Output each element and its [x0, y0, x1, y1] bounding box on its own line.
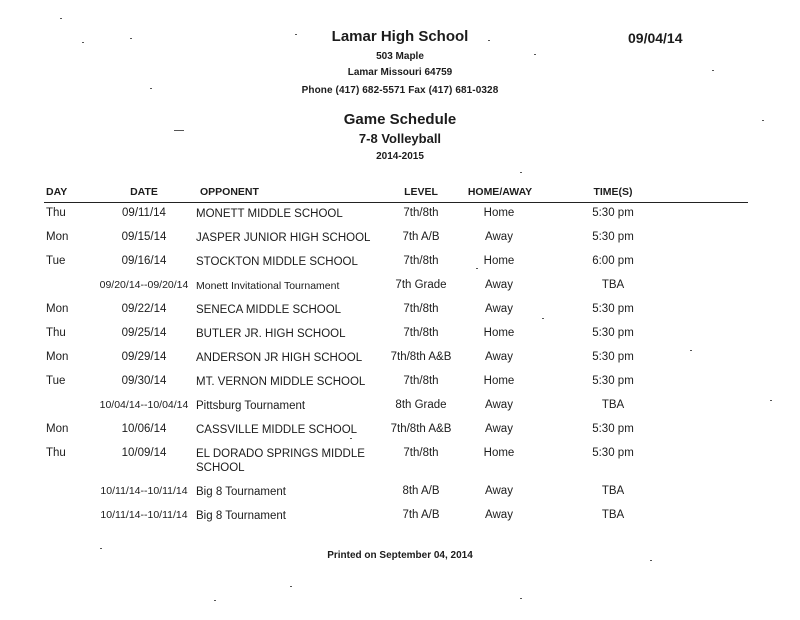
game-opponent: MONETT MIDDLE SCHOOL [196, 208, 343, 220]
scan-speck [174, 130, 184, 131]
scan-speck [762, 120, 764, 121]
sport-name: 7-8 Volleyball [358, 131, 442, 146]
game-opponent: Monett Invitational Tournament [196, 280, 340, 292]
game-day: Mon [46, 231, 69, 243]
game-time: 5:30 pm [592, 327, 634, 339]
game-level: 7th/8th [403, 327, 439, 339]
game-time: 5:30 pm [592, 231, 634, 243]
col-header-day: DAY [46, 186, 68, 198]
scan-speck [520, 172, 522, 173]
game-level: 8th A/B [402, 485, 440, 497]
game-opponent: Pittsburg Tournament [196, 400, 306, 412]
game-home-away: Away [485, 303, 513, 315]
scan-speck [130, 38, 132, 39]
game-home-away: Away [485, 399, 513, 411]
game-date: 09/22/14 [121, 303, 167, 315]
game-date: 09/25/14 [121, 327, 167, 339]
col-header-time: TIME(S) [593, 186, 633, 198]
game-opponent: MT. VERNON MIDDLE SCHOOL [196, 376, 366, 388]
game-opponent: Big 8 Tournament [196, 510, 286, 522]
game-opponent: SENECA MIDDLE SCHOOL [196, 304, 342, 316]
game-opponent: JASPER JUNIOR HIGH SCHOOL [196, 232, 371, 244]
game-home-away: Away [485, 231, 513, 243]
printed-on-footer: Printed on September 04, 2014 [327, 550, 473, 561]
game-time: 5:30 pm [592, 303, 634, 315]
scan-speck [488, 40, 490, 41]
game-day: Tue [46, 375, 66, 387]
scan-speck [690, 350, 692, 351]
schedule-title: Game Schedule [343, 111, 457, 128]
scan-speck [60, 18, 62, 19]
game-day: Thu [46, 447, 66, 459]
season: 2014-2015 [376, 151, 424, 162]
game-time: TBA [601, 485, 625, 497]
game-time: TBA [601, 509, 625, 521]
game-level: 7th/8th [403, 375, 439, 387]
game-opponent: CASSVILLE MIDDLE SCHOOL [196, 424, 358, 436]
scan-speck [150, 88, 152, 89]
col-header-level: LEVEL [404, 186, 438, 198]
game-opponent: ANDERSON JR HIGH SCHOOL [196, 352, 363, 364]
scan-speck [520, 598, 522, 599]
game-home-away: Away [485, 351, 513, 363]
game-time: 5:30 pm [592, 207, 634, 219]
col-header-date: DATE [130, 186, 158, 198]
game-home-away: Away [485, 279, 513, 291]
game-home-away: Away [485, 423, 513, 435]
scan-speck [214, 600, 216, 601]
scan-speck [100, 548, 102, 549]
game-date: 09/11/14 [122, 207, 166, 219]
scan-speck [290, 586, 292, 587]
game-level: 7th Grade [395, 279, 447, 291]
game-level: 7th A/B [402, 509, 440, 521]
game-time: TBA [601, 279, 625, 291]
game-level: 7th/8th A&B [390, 351, 452, 363]
game-home-away: Home [483, 447, 515, 459]
game-level: 7th/8th [403, 255, 439, 267]
game-level: 7th/8th A&B [390, 423, 452, 435]
game-date: 09/20/14--09/20/14 [99, 279, 189, 291]
game-day: Mon [46, 303, 69, 315]
col-header-home-away: HOME/AWAY [467, 186, 533, 198]
game-time: 5:30 pm [592, 423, 634, 435]
scan-speck [82, 42, 84, 43]
game-date: 09/30/14 [121, 375, 167, 387]
game-date: 09/16/14 [121, 255, 167, 267]
game-date: 09/29/14 [121, 351, 167, 363]
scan-speck [650, 560, 652, 561]
game-home-away: Home [483, 327, 515, 339]
school-phones: Phone (417) 682-5571 Fax (417) 681-0328 [301, 85, 499, 96]
scan-speck [350, 438, 352, 439]
col-header-opponent: OPPONENT [200, 186, 259, 198]
print-date: 09/04/14 [628, 30, 683, 46]
game-date: 10/04/14--10/04/14 [99, 399, 189, 411]
scan-speck [295, 34, 297, 35]
game-level: 7th/8th [403, 447, 439, 459]
school-name: Lamar High School [331, 28, 469, 45]
scan-speck [542, 318, 544, 319]
school-city: Lamar Missouri 64759 [347, 67, 453, 78]
game-day: Tue [46, 255, 66, 267]
game-time: 5:30 pm [592, 351, 634, 363]
game-opponent: STOCKTON MIDDLE SCHOOL [196, 256, 358, 268]
game-date: 10/09/14 [121, 447, 167, 459]
game-date: 10/11/14--10/11/14 [100, 485, 188, 497]
game-time: 6:00 pm [592, 255, 634, 267]
school-address: 503 Maple [376, 51, 424, 62]
game-home-away: Away [485, 485, 513, 497]
game-time: TBA [601, 399, 625, 411]
scan-speck [476, 268, 478, 269]
scan-speck [534, 54, 536, 55]
game-day: Thu [46, 207, 66, 219]
game-level: 8th Grade [395, 399, 447, 411]
game-level: 7th/8th [403, 207, 439, 219]
header-rule [44, 202, 748, 203]
game-time: 5:30 pm [592, 375, 634, 387]
game-opponent: EL DORADO SPRINGS MIDDLE SCHOOL [196, 448, 365, 474]
game-date: 10/11/14--10/11/14 [100, 509, 188, 521]
game-date: 09/15/14 [121, 231, 167, 243]
game-home-away: Home [483, 375, 515, 387]
game-opponent: Big 8 Tournament [196, 486, 286, 498]
game-opponent: BUTLER JR. HIGH SCHOOL [196, 328, 346, 340]
game-home-away: Home [483, 207, 515, 219]
game-time: 5:30 pm [592, 447, 634, 459]
game-home-away: Home [483, 255, 515, 267]
game-day: Thu [46, 327, 66, 339]
game-home-away: Away [485, 509, 513, 521]
game-level: 7th A/B [402, 231, 440, 243]
game-day: Mon [46, 423, 69, 435]
scan-speck [770, 400, 772, 401]
game-level: 7th/8th [403, 303, 439, 315]
game-day: Mon [46, 351, 69, 363]
game-date: 10/06/14 [121, 423, 167, 435]
scan-speck [712, 70, 714, 71]
